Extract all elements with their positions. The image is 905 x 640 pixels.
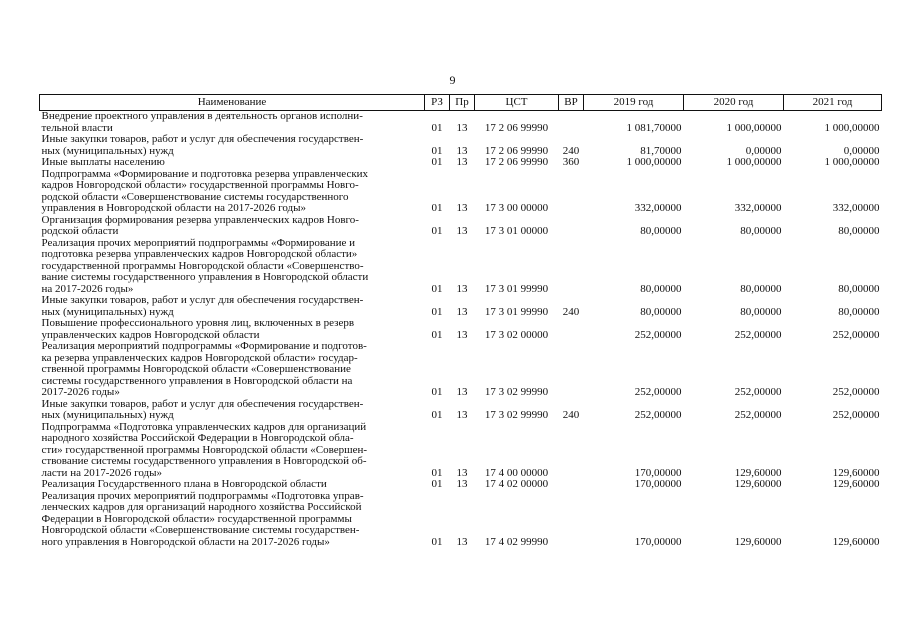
row-2021: 332,00000 (832, 202, 880, 214)
row-cst: 17 3 02 99990 (484, 409, 549, 421)
row-cst: 17 4 02 00000 (484, 478, 549, 490)
row-pr: 13 (456, 466, 468, 479)
row-name-line: родской области (41, 225, 119, 237)
row-name (40, 399, 425, 422)
header-rz: РЗ (425, 95, 450, 111)
row-vr: 360 (562, 156, 580, 168)
row-2020: 252,00000 (734, 386, 782, 398)
row-cst: 17 3 02 99990 (484, 386, 549, 398)
table-row (40, 479, 882, 491)
row-2019: 252,00000 (634, 409, 682, 421)
budget-table (39, 94, 882, 548)
row-name-line: управленческих кадров Новгородской области (41, 328, 260, 341)
row-2020: 80,00000 (740, 282, 782, 295)
row-2021: 1 000,00000 (824, 156, 880, 168)
row-name-line: народного хозяйства Российской Федерации в Новгородской обла- (41, 432, 354, 444)
row-rz: 01 (431, 478, 443, 490)
row-2021: 129,60000 (832, 478, 880, 490)
table-row (40, 341, 882, 399)
row-2019: 1 081,70000 (626, 121, 682, 134)
row-2021: 80,00000 (838, 305, 880, 318)
row-name-line: ных (муниципальных) нужд (41, 409, 174, 421)
row-2021: 0,00000 (843, 144, 880, 157)
row-2021: 129,60000 (832, 466, 880, 479)
row-2020: 0,00000 (745, 144, 782, 157)
row-2019: 1 000,00000 (626, 156, 682, 168)
row-2020: 129,60000 (734, 535, 782, 548)
row-name-line: ласти на 2017-2026 годы» (41, 466, 163, 479)
row-2021: 252,00000 (832, 328, 880, 341)
row-pr: 13 (456, 386, 468, 398)
table-row (40, 215, 882, 238)
row-name-line: управления в Новгородской области на 2017-2026 годы» (41, 202, 307, 214)
row-cst: 17 2 06 99990 (484, 144, 549, 157)
row-name-line: Реализация прочих мероприятий подпрограммы «Формирование и (41, 236, 356, 249)
row-cst: 17 3 01 99990 (484, 305, 549, 318)
row-name-line: тельной власти (41, 121, 113, 134)
row-name-line: ка резерва управленческих кадров Новгородской области» государ- (41, 351, 358, 364)
row-name-line: Организация формирования резерва управленческих кадров Новго- (41, 213, 359, 226)
row-2019: 252,00000 (634, 328, 682, 341)
row-name (40, 157, 425, 169)
row-rz: 01 (431, 121, 443, 134)
row-2021: 129,60000 (832, 535, 880, 548)
row-2020: 1 000,00000 (726, 156, 782, 168)
row-rz: 01 (431, 328, 443, 341)
row-name-line: кадров Новгородской области» государственной программы Новго- (41, 179, 359, 191)
row-pr: 13 (456, 282, 468, 295)
row-pr: 13 (456, 121, 468, 134)
row-vr: 240 (562, 144, 580, 157)
row-pr: 13 (456, 156, 468, 168)
row-cst: 17 3 01 00000 (484, 225, 549, 237)
table-row (40, 491, 882, 549)
row-2019: 170,00000 (634, 466, 682, 479)
row-name-line: вание системы государственного управления в Новгородской области (41, 271, 369, 283)
row-pr: 13 (456, 202, 468, 214)
row-vr (559, 491, 584, 549)
row-rz: 01 (431, 144, 443, 157)
row-2019: 80,00000 (640, 282, 682, 295)
row-name (40, 111, 425, 135)
row-name-line: ных (муниципальных) нужд (41, 305, 174, 318)
row-2019: 170,00000 (634, 535, 682, 548)
row-name (40, 318, 425, 341)
table-row (40, 318, 882, 341)
row-2020: 80,00000 (740, 305, 782, 318)
row-2020: 332,00000 (734, 202, 782, 214)
row-vr (559, 169, 584, 215)
row-2019: 170,00000 (634, 478, 682, 490)
page-number: 9 (449, 73, 456, 87)
row-name-line: Иные закупки товаров, работ и услуг для обеспечения государствен- (41, 133, 364, 145)
table-row (40, 295, 882, 318)
row-2019: 332,00000 (634, 202, 682, 214)
row-2020: 129,60000 (734, 478, 782, 490)
row-cst: 17 3 00 00000 (484, 202, 549, 214)
header-vr: ВР (559, 95, 584, 111)
table-row (40, 134, 882, 157)
row-name (40, 422, 425, 480)
row-vr (559, 479, 584, 491)
row-2021: 252,00000 (832, 409, 880, 421)
table-row (40, 169, 882, 215)
row-name-line: Реализация прочих мероприятий подпрограммы «Подготовка управ- (41, 489, 364, 502)
row-2019: 252,00000 (634, 386, 682, 398)
row-name (40, 238, 425, 296)
row-2019: 81,70000 (640, 144, 682, 157)
row-name-line: сти» государственной программы Новгородской области «Совершен- (41, 443, 368, 456)
row-2019: 80,00000 (640, 225, 682, 237)
row-cst: 17 4 02 99990 (484, 535, 549, 548)
row-rz: 01 (431, 305, 443, 318)
row-name-line: ленческих кадров для организаций народного хозяйства Российской (41, 501, 362, 513)
header-cst: ЦСТ (475, 95, 559, 111)
row-rz: 01 (431, 409, 443, 421)
row-cst: 17 2 06 99990 (484, 156, 549, 168)
row-cst: 17 3 01 99990 (484, 282, 549, 295)
row-name-line: Федерации в Новгородской области» государственной программы (41, 512, 352, 525)
row-2021: 252,00000 (832, 386, 880, 398)
table-row (40, 111, 882, 135)
table-row (40, 422, 882, 480)
table-body (40, 111, 882, 549)
row-name-line: Подпрограмма «Формирование и подготовка резерва управленческих (41, 167, 369, 180)
header-2021: 2021 год (784, 95, 882, 111)
row-2019: 80,00000 (640, 305, 682, 318)
row-pr: 13 (456, 409, 468, 421)
row-name (40, 341, 425, 399)
row-rz: 01 (431, 202, 443, 214)
row-name-line: Внедрение проектного управления в деятельность органов исполни- (41, 110, 363, 122)
row-rz: 01 (431, 225, 443, 237)
row-vr (559, 238, 584, 296)
row-name-line: Реализация Государственного плана в Новгородской области (41, 478, 327, 490)
row-2020: 252,00000 (734, 409, 782, 421)
row-name-line: государственной программы Новгородской области «Совершенство- (41, 259, 364, 272)
row-2021: 80,00000 (838, 282, 880, 295)
row-2021: 1 000,00000 (824, 121, 880, 134)
row-name-line: на 2017-2026 годы» (41, 282, 134, 295)
row-name-line: Иные закупки товаров, работ и услуг для обеспечения государствен- (41, 397, 364, 410)
table-header-row (40, 95, 882, 111)
row-name-line: подготовка резерва управленческих кадров Новгородской области» (41, 248, 358, 260)
row-2020: 129,60000 (734, 466, 782, 479)
row-name-line: ных (муниципальных) нужд (41, 144, 174, 157)
row-vr (559, 318, 584, 341)
row-name (40, 215, 425, 238)
row-name-line: Подпрограмма «Подготовка управленческих кадров для организаций (41, 420, 367, 433)
row-name-line: ственной программы Новгородской области «Совершенствование (41, 363, 351, 375)
row-name-line: Иные закупки товаров, работ и услуг для обеспечения государствен- (41, 294, 364, 306)
row-name-line: Реализация мероприятий подпрограммы «Формирование и подготов- (41, 340, 367, 352)
row-rz: 01 (431, 282, 443, 295)
row-vr (559, 422, 584, 480)
row-vr (559, 341, 584, 399)
row-name (40, 479, 425, 491)
row-name-line: Новгородской области «Совершенствование системы государствен- (41, 524, 360, 536)
row-vr: 240 (562, 409, 580, 421)
row-name-line: системы государственного управления в Новгородской области на (41, 374, 353, 387)
row-rz: 01 (431, 535, 443, 548)
row-pr: 13 (456, 328, 468, 341)
row-vr: 240 (562, 305, 580, 318)
row-pr: 13 (456, 535, 468, 548)
row-vr (559, 215, 584, 238)
row-name-line: родской области «Совершенствование системы государственного (41, 190, 349, 203)
row-pr: 13 (456, 144, 468, 157)
row-rz: 01 (431, 156, 443, 168)
table-row (40, 399, 882, 422)
row-2020: 1 000,00000 (726, 121, 782, 134)
row-pr: 13 (456, 305, 468, 318)
row-vr (559, 111, 584, 135)
header-name: Наименование (40, 95, 425, 111)
row-cst: 17 3 02 00000 (484, 328, 549, 341)
row-name (40, 295, 425, 318)
row-pr: 13 (456, 478, 468, 490)
row-rz: 01 (431, 466, 443, 479)
row-name-line: ствование системы государственного управления в Новгородской об- (41, 455, 367, 467)
row-name (40, 169, 425, 215)
row-name (40, 491, 425, 549)
row-name (40, 134, 425, 157)
row-2021: 80,00000 (838, 225, 880, 237)
row-cst: 17 4 00 00000 (484, 466, 549, 479)
row-rz: 01 (431, 386, 443, 398)
row-cst: 17 2 06 99990 (484, 121, 549, 134)
table-row (40, 238, 882, 296)
row-name-line: Повышение профессионального уровня лиц, включенных в резерв (41, 317, 355, 329)
row-name-line: 2017-2026 годы» (41, 386, 120, 398)
table-row (40, 157, 882, 169)
row-name-line: ного управления в Новгородской области на 2017-2026 годы» (41, 535, 330, 548)
row-name-line: Иные выплаты населению (41, 156, 165, 168)
header-pr: Пр (450, 95, 475, 111)
row-2020: 80,00000 (740, 225, 782, 237)
row-2020: 252,00000 (734, 328, 782, 341)
header-2020: 2020 год (684, 95, 784, 111)
row-pr: 13 (456, 225, 468, 237)
header-2019: 2019 год (584, 95, 684, 111)
